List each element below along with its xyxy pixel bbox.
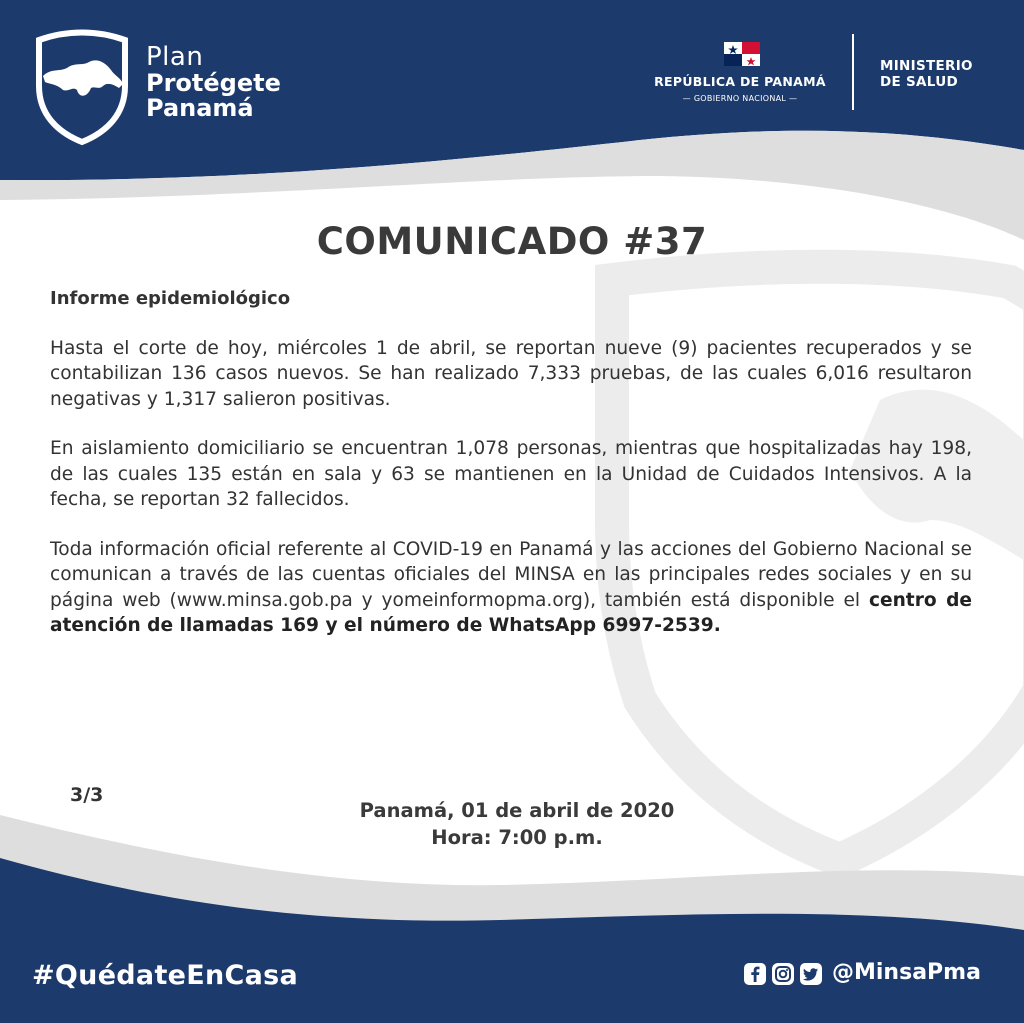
time: Hora: 7:00 p.m. — [431, 826, 603, 849]
social-handle[interactable]: @MinsaPma — [832, 960, 981, 985]
place-date: Panamá, 01 de abril de 2020 — [359, 799, 675, 822]
header-divider — [852, 34, 854, 110]
paragraph-3 — [50, 537, 972, 639]
paragraph-1: Hasta el corte de hoy, miércoles 1 de abril, se reportan nueve (9) pacientes recuperados y se contabilizan 136 casos nuevos. Se han realizado 7,333 pruebas, de las cuales 6,016 resultaron negativas y 1,317 salieron positivas. — [50, 337, 972, 410]
republic-name: REPÚBLICA DE PANAMÁ — [654, 74, 826, 89]
government-name — [640, 74, 840, 103]
hashtag: #QuédateEnCasa — [32, 960, 299, 991]
ministry-line-1: MINISTERIO — [880, 58, 973, 74]
shield-panama-map-icon — [33, 28, 131, 146]
panama-flag-icon — [724, 42, 760, 66]
logo-line-2: Protégete — [146, 69, 281, 97]
facebook-icon[interactable] — [744, 963, 766, 985]
contact-info: centro de atención de llamadas 169 y el número de WhatsApp 6997-2539. — [50, 589, 972, 636]
logo-line-3: Panamá — [146, 94, 254, 122]
document-body — [50, 286, 972, 663]
government-subtitle: — GOBIERNO NACIONAL — — [682, 94, 798, 103]
place-date-block — [0, 797, 1024, 851]
plan-logo-text — [146, 44, 281, 120]
document-title: COMUNICADO #37 — [316, 220, 708, 263]
twitter-icon[interactable] — [800, 963, 822, 985]
government-subtitle-text: GOBIERNO NACIONAL — [693, 94, 787, 103]
logo-line-1: Plan — [146, 42, 204, 72]
page-number: 3/3 — [70, 784, 104, 806]
document-subtitle: Informe epidemiológico — [50, 288, 291, 309]
paragraph-2: En aislamiento domiciliario se encuentran 1,078 personas, mientras que hospitalizadas hay 198, de las cuales 135 están en sala y 63 se mantienen en la Unidad de Cuidados Intensivos. A la fecha, se reportan 32 fallecidos. — [50, 438, 972, 510]
ministry-name — [880, 58, 973, 90]
instagram-icon[interactable] — [772, 963, 794, 985]
paragraph-3-text: Toda información oficial referente al COVID-19 en Panamá y las acciones del Gobierno Nacional se comunican a través de las cuentas oficiales del MINSA en las principales redes sociales y en su página web (www.minsa.gob.pa y yomeinformopma.org), también está disponible el — [50, 538, 972, 611]
social-icons — [744, 962, 822, 986]
ministry-line-2: DE SALUD — [880, 74, 958, 90]
